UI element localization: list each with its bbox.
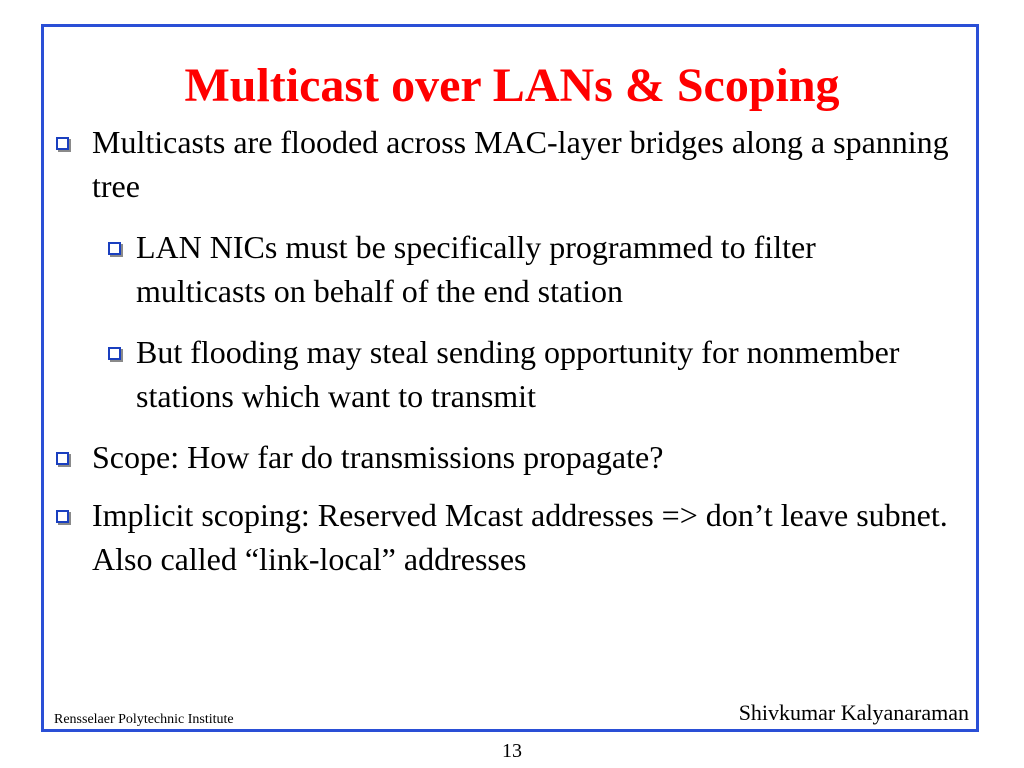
checkbox-bullet-icon <box>56 510 69 523</box>
checkbox-bullet-icon <box>108 347 121 360</box>
bullet-item <box>92 120 952 208</box>
bullet-text: LAN NICs must be specifically programmed to filter multicasts on behalf of the end station <box>136 229 816 309</box>
bullet-text: Multicasts are flooded across MAC-layer bridges along a spanning tree <box>92 124 949 204</box>
sub-bullet-item <box>136 330 926 418</box>
slide-title: Multicast over LANs & Scoping <box>184 59 840 112</box>
bullet-text: Implicit scoping: Reserved Mcast addresses => don’t leave subnet. Also called “link-local” addresses <box>92 497 948 577</box>
page-number: 13 <box>502 740 522 762</box>
checkbox-bullet-icon <box>56 137 69 150</box>
sub-bullet-item <box>136 225 936 313</box>
checkbox-bullet-icon <box>56 452 69 465</box>
checkbox-bullet-icon <box>108 242 121 255</box>
bullet-text: But flooding may steal sending opportunity for nonmember stations which want to transmit <box>136 334 900 414</box>
bullet-item <box>92 493 962 581</box>
footer-author: Shivkumar Kalyanaraman <box>738 700 969 725</box>
bullet-item <box>92 435 952 479</box>
bullet-text: Scope: How far do transmissions propagate? <box>92 439 664 475</box>
footer-institution: Rensselaer Polytechnic Institute <box>54 712 234 727</box>
